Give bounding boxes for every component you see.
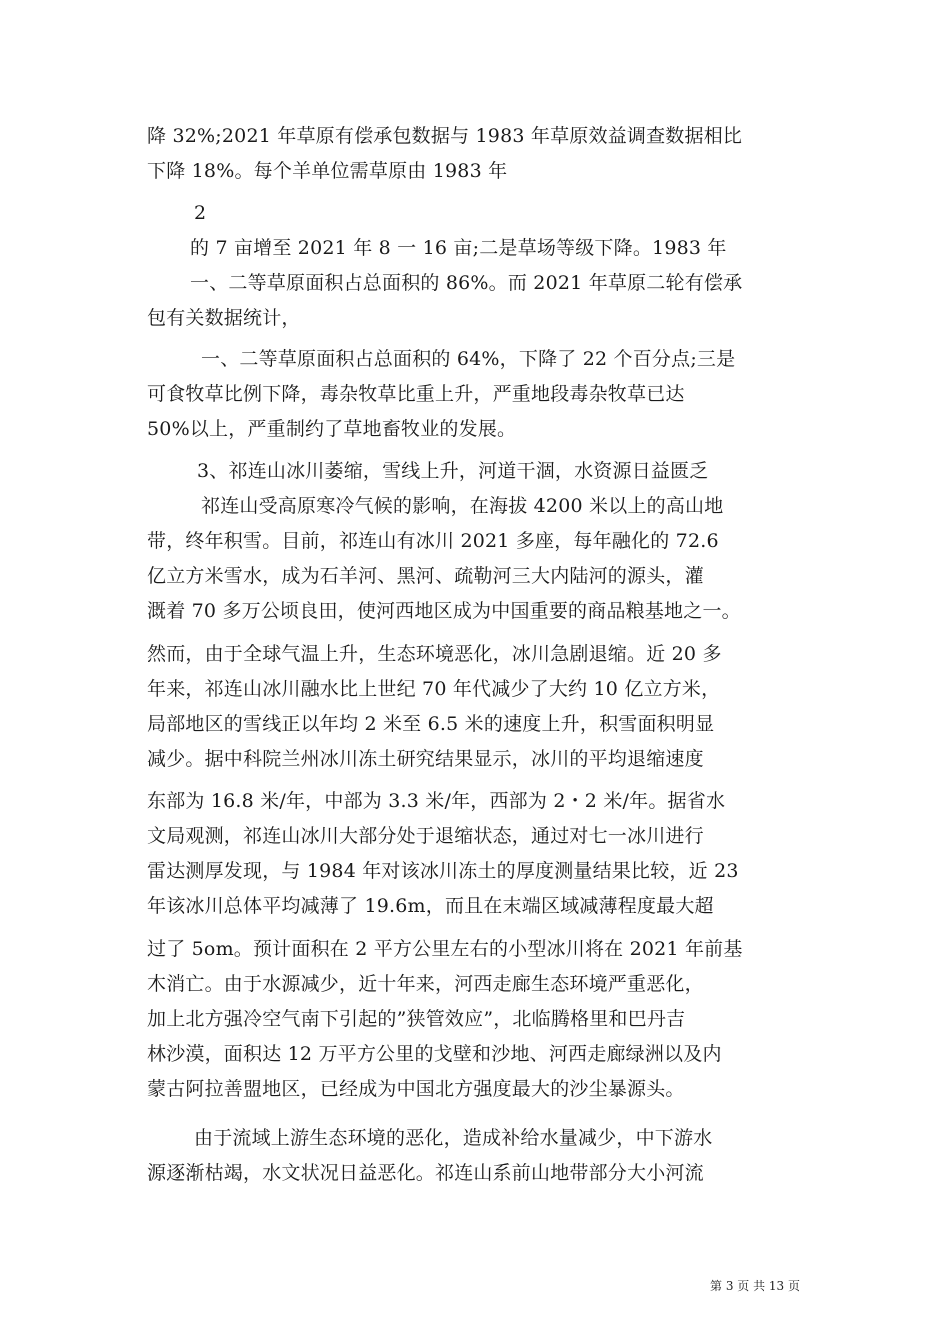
text-line: 的 7 亩增至 2021 年 8 一 16 亩;二是草场等级下降。1983 年: [190, 237, 727, 259]
text-line: 可食牧草比例下降，毒杂牧草比重上升，严重地段毒杂牧草已达: [147, 383, 685, 405]
text-line: 年该冰川总体平均减薄了 19.6m，而且在末端区域减薄程度最大超: [147, 895, 714, 917]
text-line: 局部地区的雪线正以年均 2 米至 6.5 米的速度上升，积雪面积明显: [147, 713, 715, 735]
text-line: 带，终年积雪。目前，祁连山有冰川 2021 多座，每年融化的 72.6: [147, 530, 719, 552]
text-line: 然而，由于全球气温上升，生态环境恶化，冰川急剧退缩。近 20 多: [147, 643, 722, 665]
text-line: 林沙漠，面积达 12 万平方公里的戈壁和沙地、河西走廊绿洲以及内: [147, 1043, 722, 1065]
text-line: 降 32%;2021 年草原有偿承包数据与 1983 年草原效益调查数据相比: [147, 125, 743, 147]
text-line: 下降 18%。每个羊单位需草原由 1983 年: [147, 160, 508, 182]
text-line: 减少。据中科院兰州冰川冻土研究结果显示，冰川的平均退缩速度: [147, 748, 704, 770]
text-line: 一、二等草原面积占总面积的 86%。而 2021 年草原二轮有偿承: [190, 272, 743, 294]
text-line: 50%以上，严重制约了草地畜牧业的发展。: [147, 418, 517, 440]
text-line: 木消亡。由于水源减少，近十年来，河西走廊生态环境严重恶化，: [147, 973, 704, 995]
text-line: 溉着 70 多万公顷良田，使河西地区成为中国重要的商品粮基地之一。: [147, 600, 741, 622]
text-line: 加上北方强冷空气南下引起的”狭管效应”，北临腾格里和巴丹吉: [147, 1008, 686, 1030]
text-line: 由于流域上游生态环境的恶化，造成补给水量减少，中下游水: [194, 1127, 713, 1149]
text-line: 祁连山受高原寒冷气候的影响，在海拔 4200 米以上的高山地: [201, 495, 724, 517]
text-line: 一、二等草原面积占总面积的 64%，下降了 22 个百分点;三是: [201, 348, 736, 370]
text-line: 年来，祁连山冰川融水比上世纪 70 年代减少了大约 10 亿立方米，: [147, 678, 721, 700]
text-line: 雷达测厚发现，与 1984 年对该冰川冻土的厚度测量结果比较，近 23: [147, 860, 739, 882]
text-line: 蒙古阿拉善盟地区，已经成为中国北方强度最大的沙尘暴源头。: [147, 1078, 685, 1100]
text-line: 亿立方米雪水，成为石羊河、黑河、疏勒河三大内陆河的源头，灌: [147, 565, 704, 587]
text-line: 2: [194, 202, 207, 224]
text-line: 过了 5om。预计面积在 2 平方公里左右的小型冰川将在 2021 年前基: [147, 938, 743, 960]
text-line: 包有关数据统计，: [147, 307, 301, 329]
section-heading: 3、祁连山冰川萎缩，雪线上升，河道干涸，水资源日益匮乏: [197, 460, 709, 482]
text-line: 文局观测，祁连山冰川大部分处于退缩状态，通过对七一冰川进行: [147, 825, 704, 847]
text-line: 东部为 16.8 米/年，中部为 3.3 米/年，西部为 2・2 米/年。据省水: [147, 790, 726, 812]
page-number-footer: 第 3 页 共 13 页: [710, 1279, 800, 1293]
text-line: 源逐渐枯竭，水文状况日益恶化。祁连山系前山地带部分大小河流: [147, 1162, 704, 1184]
